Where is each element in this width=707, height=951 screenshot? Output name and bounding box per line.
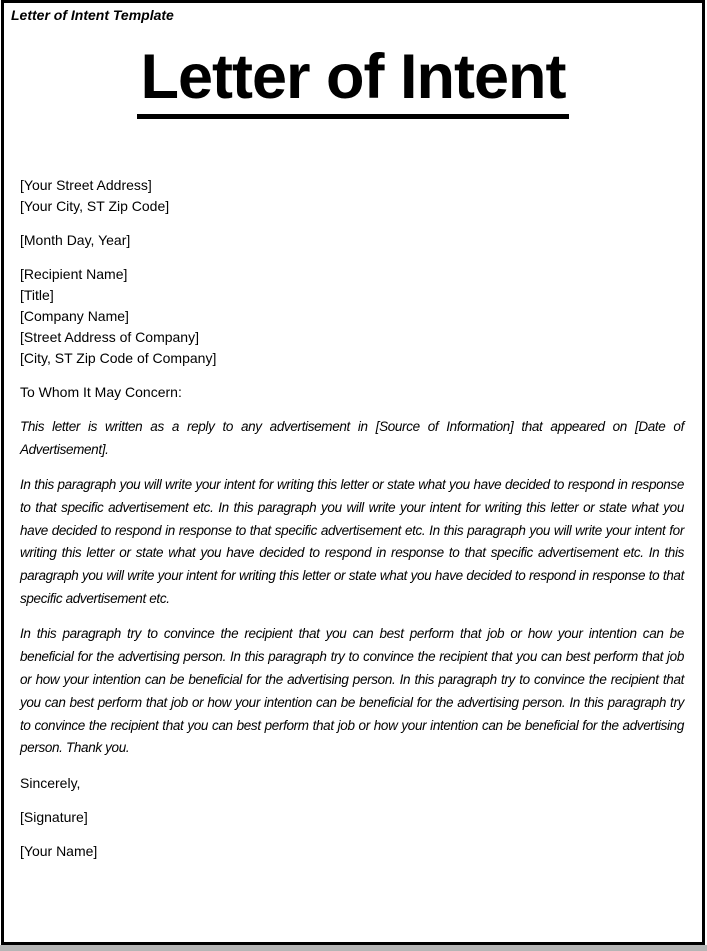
salutation-line: To Whom It May Concern: [20,384,182,400]
letter-title [4,42,702,119]
sender-city-line: [Your City, ST Zip Code] [20,198,170,214]
recipient-name-line: [Recipient Name] [20,266,128,282]
salutation-block [20,382,684,403]
template-title-label: Letter of Intent Template [11,7,174,23]
sender-address-block [20,175,684,217]
recipient-company-line: [Company Name] [20,308,129,324]
recipient-city-line: [City, ST Zip Code of Company] [20,350,217,366]
letter-title-text: Letter of Intent [137,46,570,119]
name-line: [Your Name] [20,842,98,859]
intent-paragraph: In this paragraph you will write your intent for writing this letter or state what you have decided to respond in response to that specific advertisement etc. In this paragraph you will write your intent for writing this letter or state what you have decided to respond in response to that specific advertisement etc. In this paragraph you will write your intent for writing this letter or state what you have decided to respond in response to that specific advertisement etc. In this paragraph you will write your intent for writing this letter or state what you have decided to respond in response to that specific advertisement etc. [20,477,684,607]
signature-block [20,807,684,828]
intro-paragraph: This letter is written as a reply to any advertisement in [Source of Information] that appeared on [Date of Advertisement]. [20,419,684,457]
name-block [20,841,684,862]
recipient-street-line: [Street Address of Company] [20,329,199,345]
convince-paragraph: In this paragraph try to convince the recipient that you can best perform that job or how your intention can be beneficial for the advertising person. In this paragraph try to convince the recipient that you can best perform that job or how your intention can be beneficial for the advertising person. In this paragraph try to convince the recipient that you can best perform that job or how your intention can be beneficial for the advertising person. In this paragraph try to convince the recipient that you can best perform that job or how your intention can be beneficial for the advertising person. Thank you. [20,626,684,756]
window-bottom-edge-bar [0,945,707,951]
closing-block [20,773,684,794]
letter-page [1,0,705,945]
closing-line: Sincerely, [20,774,81,791]
signature-line: [Signature] [20,808,88,825]
date-block [20,230,684,251]
recipient-block [20,264,684,369]
letter-body [20,175,684,862]
recipient-title-line: [Title] [20,287,54,303]
date-line: [Month Day, Year] [20,232,131,248]
sender-street-line: [Your Street Address] [20,177,152,193]
